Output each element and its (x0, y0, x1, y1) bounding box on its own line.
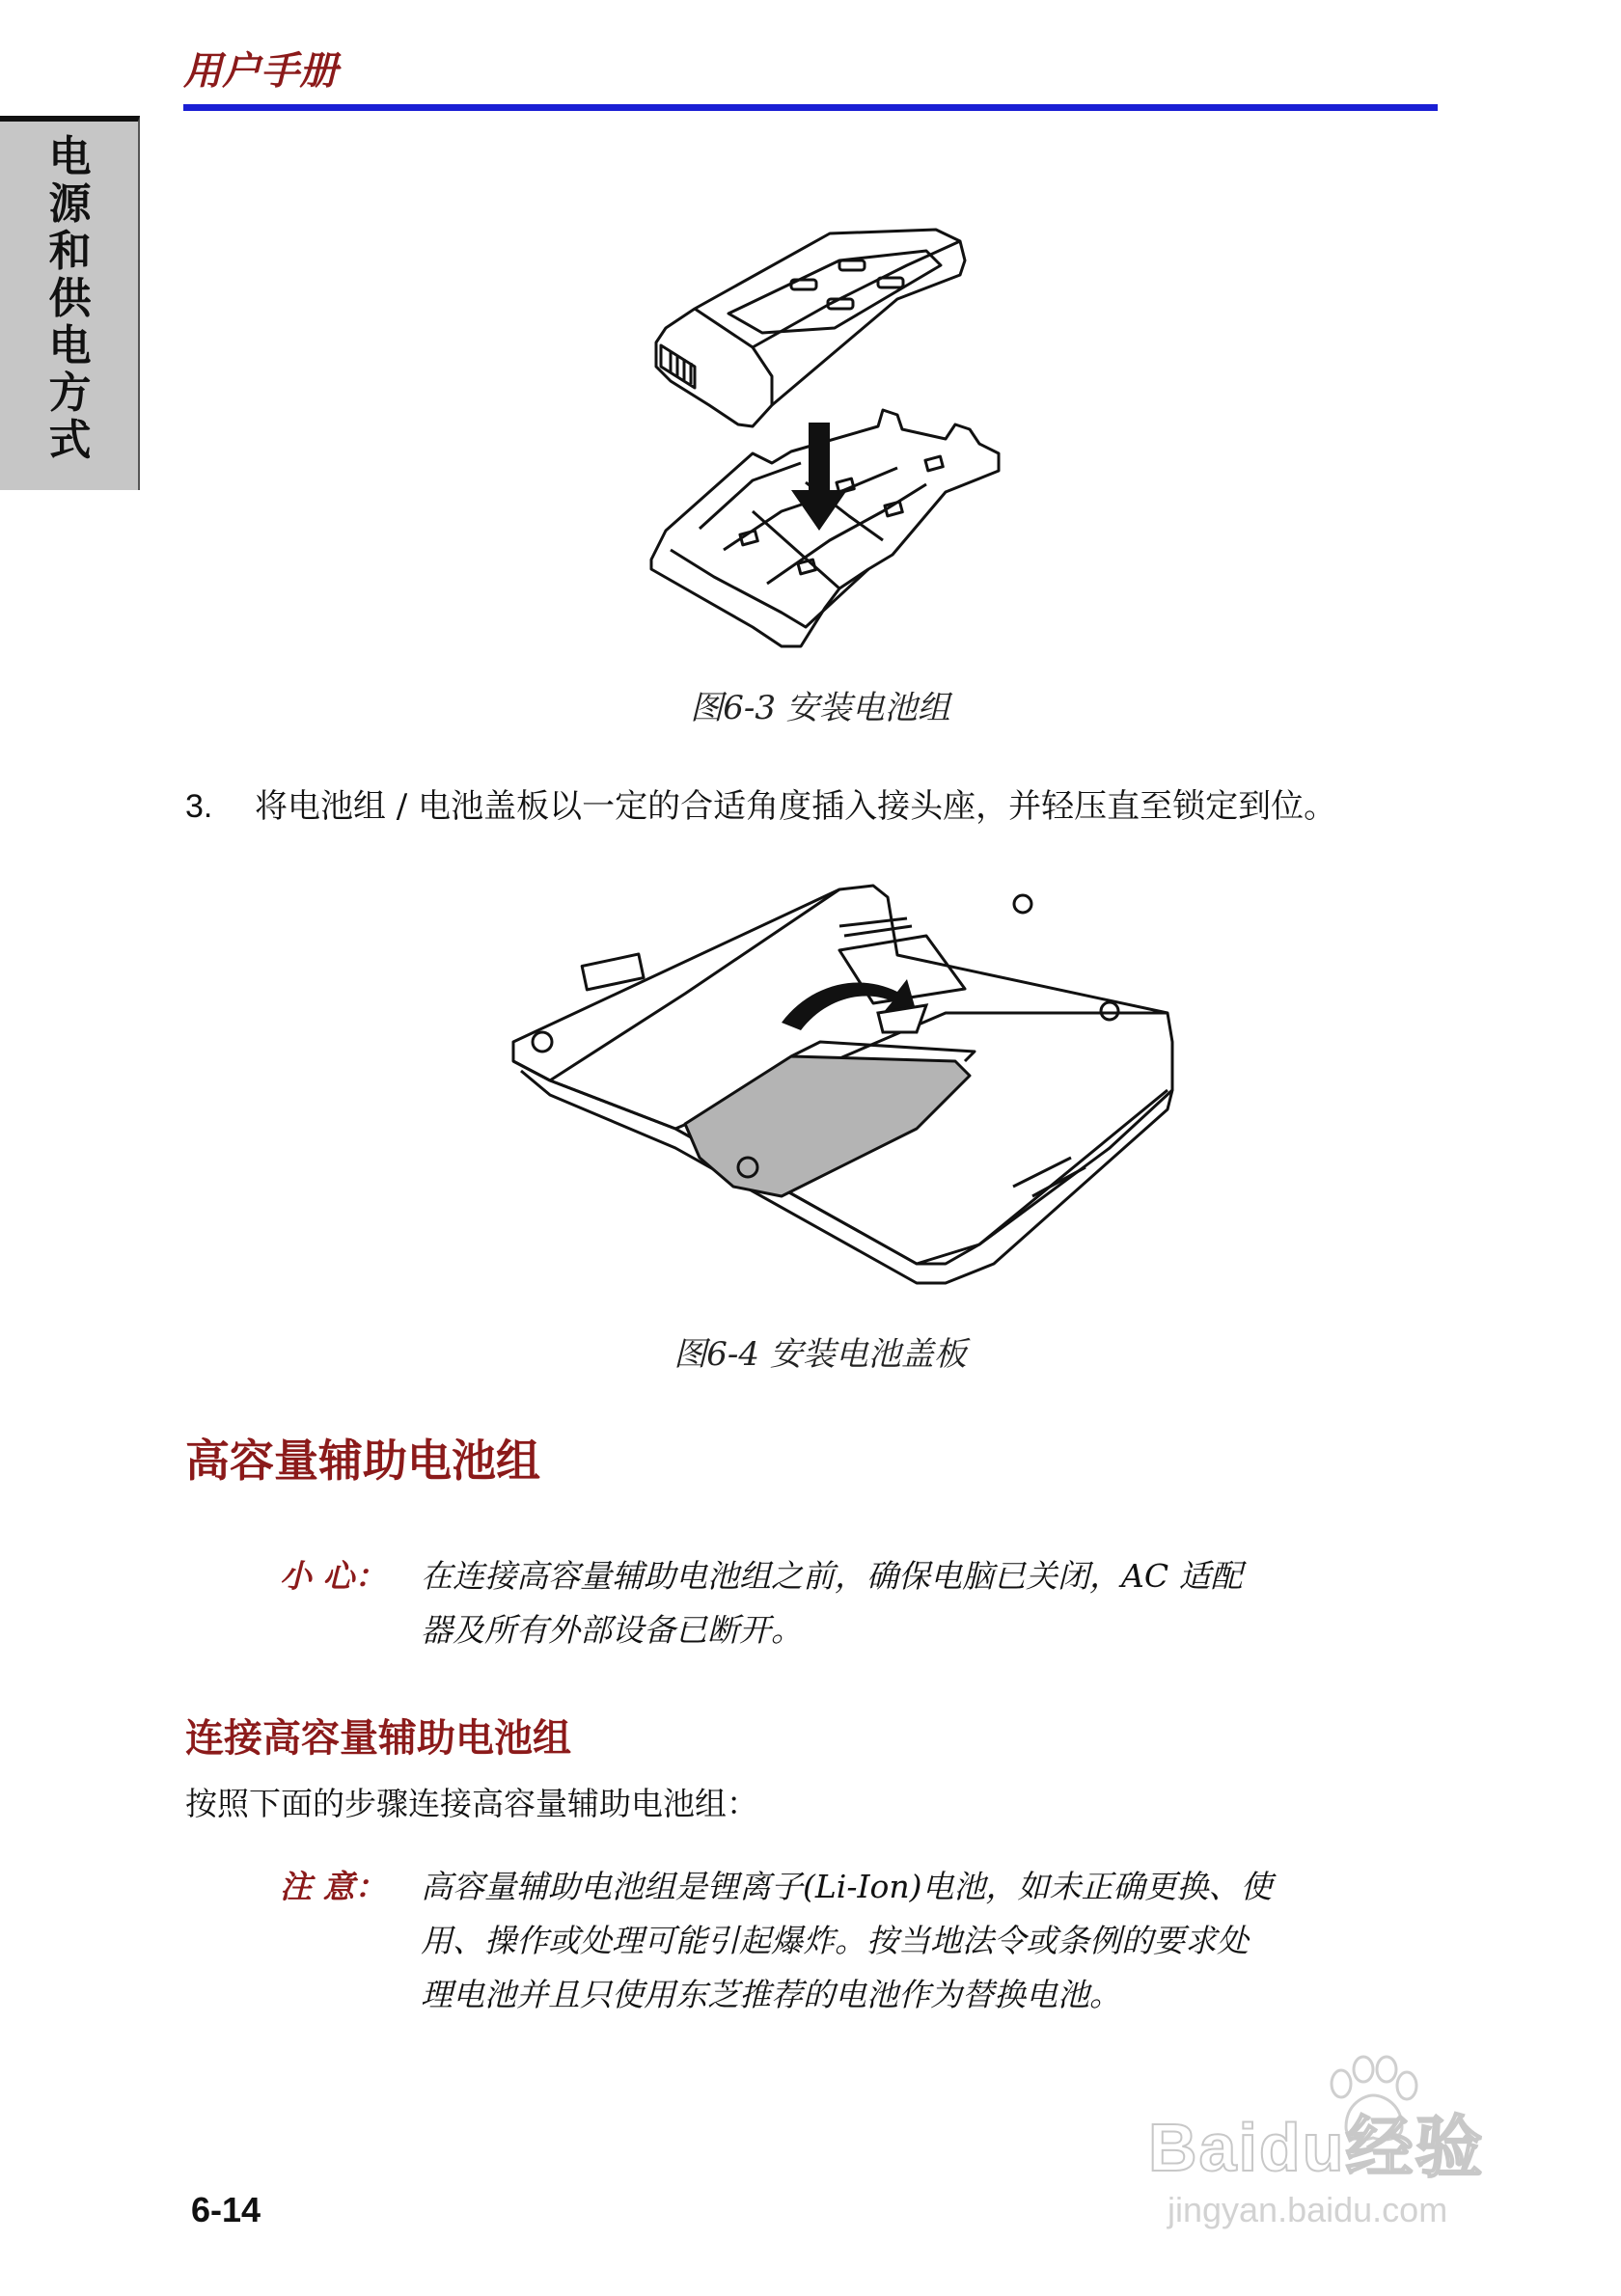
notice-line: 理电池并且只使用东芝推荐的电池作为替换电池。 (421, 1976, 1121, 2013)
page-number: 6-14 (191, 2190, 261, 2229)
step-text: 将电池组 / 电池盖板以一定的合适角度插入接头座，并轻压直至锁定到位。 (255, 787, 1337, 826)
watermark-brand: Baidu经验 (1148, 2110, 1485, 2185)
step-number: 3. (185, 788, 213, 825)
notice-body (421, 1860, 1360, 2022)
figure-caption-6-3: 图6-3 安装电池组 (690, 689, 950, 727)
side-tab-char: 供 (48, 274, 92, 323)
caution-body (421, 1549, 1360, 1657)
header-title: 用户手册 (183, 49, 338, 94)
subsection-title: 连接高容量辅助电池组 (185, 1716, 571, 1761)
battery-install-illustration (637, 222, 1023, 656)
baidu-watermark (1148, 2055, 1553, 2248)
side-tab-char: 源 (48, 179, 92, 229)
caution-line: 器及所有外部设备已断开。 (421, 1611, 803, 1649)
battery-cover-illustration (492, 868, 1187, 1293)
notice-block (280, 1860, 1360, 2022)
header-rule (183, 104, 1438, 111)
step-3 (185, 779, 1336, 827)
watermark-url: jingyan.baidu.com (1168, 2190, 1448, 2229)
side-tab-char: 式 (48, 416, 92, 465)
notice-line: 用、操作或处理可能引起爆炸。按当地法令或条例的要求处 (421, 1922, 1249, 1959)
notice-line: 高容量辅助电池组是锂离子(Li-Ion)电池，如未正确更换、使 (421, 1868, 1273, 1905)
side-tab-char: 电 (48, 132, 92, 181)
side-tab-char: 方 (48, 369, 92, 418)
side-tab-char: 电 (48, 321, 92, 370)
figure-caption-6-4: 图6-4 安装电池盖板 (673, 1335, 967, 1374)
chapter-side-tab-label (0, 133, 140, 464)
notice-label: 注 意： (280, 1868, 387, 1905)
side-tab-char: 和 (48, 227, 92, 276)
intro-text: 按照下面的步骤连接高容量辅助电池组： (185, 1785, 758, 1822)
section-title: 高容量辅助电池组 (185, 1435, 540, 1487)
caution-label: 小 心： (280, 1557, 387, 1595)
caution-block (280, 1549, 1360, 1657)
caution-line: 在连接高容量辅助电池组之前，确保电脑已关闭，AC 适配 (421, 1557, 1243, 1595)
